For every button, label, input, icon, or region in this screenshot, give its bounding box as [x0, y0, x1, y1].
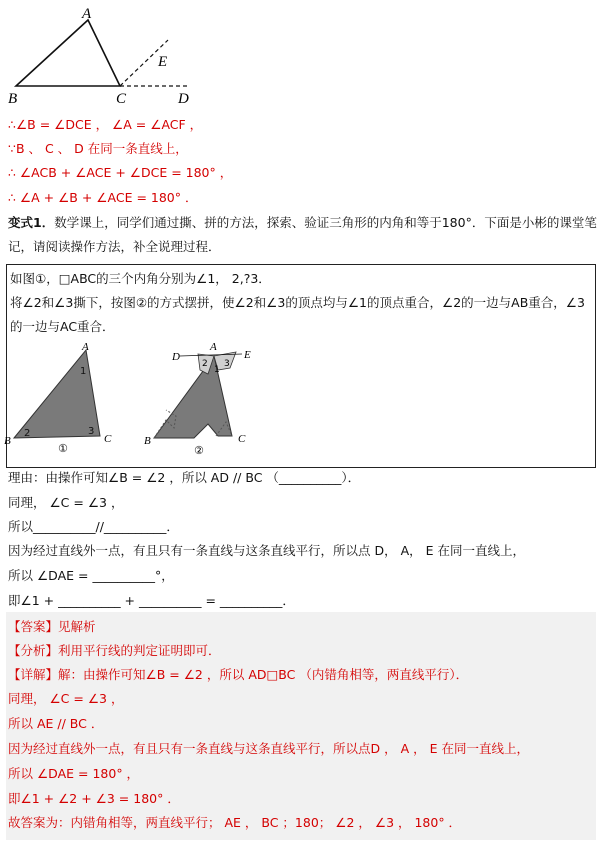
answer-text: 见解析 — [58, 619, 96, 634]
fig1-triangle — [14, 350, 100, 438]
answer-line — [8, 616, 96, 638]
reason-line-4: 因为经过直线外一点，有且只有一条直线与这条直线平行，所以点 D， A， E 在同一直线上， — [8, 543, 525, 558]
box-figures — [4, 340, 274, 460]
fig2-label-d: D — [172, 351, 180, 363]
answer-line-1: 同理， ∠C = ∠3 ， — [8, 691, 124, 706]
proof-line-4: ∴ ∠A + ∠B + ∠ACE = 180° ． — [8, 190, 198, 205]
top-triangle-figure — [8, 6, 208, 116]
fig1-label-c: C — [104, 433, 112, 445]
reason-line-2: 同理， ∠C = ∠3 ， — [8, 495, 124, 510]
triangle-abc — [16, 20, 120, 86]
answer-line-4: 所以 ∠DAE = 180° ， — [8, 766, 140, 781]
fig1-label-b: B — [4, 435, 11, 447]
answer-line-2: 所以 AE // BC ． — [8, 716, 104, 731]
box-line-1: 如图①，□ABC的三个内角分别为∠1， 2,?3． — [10, 271, 271, 286]
proof-line-3: ∴ ∠ACB + ∠ACE + ∠DCE = 180° ， — [8, 165, 233, 180]
detail-line — [8, 664, 468, 686]
fig1-angle-1: 1 — [80, 366, 87, 377]
analysis-line — [8, 640, 221, 662]
detail-tag: 【详解】 — [8, 667, 59, 682]
fig1-caption: ① — [58, 442, 68, 455]
fig2-label-c: C — [238, 433, 246, 445]
label-c: C — [116, 91, 127, 107]
label-b: B — [8, 91, 18, 107]
label-a: A — [82, 6, 92, 22]
fig2-label-e: E — [244, 349, 251, 361]
answer-line-6: 故答案为：内错角相等，两直线平行； AE ， BC ；180； ∠2 ， ∠3 ， 180° ． — [8, 815, 462, 830]
reason-line-6: 即∠1 + __________ + __________ = __________． — [8, 593, 295, 608]
answer-line-3: 因为经过直线外一点，有且只有一条直线与这条直线平行，所以点D ， A ， E 在同一直线上， — [8, 741, 529, 756]
detail-text: 解：由操作可知∠B = ∠2 ，所以 AD□BC （内错角相等，两直线平行）． — [58, 667, 469, 682]
box-line-3: 的一边与AC重合． — [10, 319, 115, 334]
fig2-label-b: B — [144, 435, 151, 447]
variant-text-1: 数学课上，同学们通过撕、拼的方法，探索、验证三角形的内角和等于180°．下面是小彬的课堂笔 — [54, 215, 597, 230]
label-e: E — [158, 54, 168, 70]
proof-line-1: ∴∠B = ∠DCE ， ∠A = ∠ACF ， — [8, 117, 203, 132]
fig2-label-a: A — [210, 341, 217, 353]
reason-line-5: 所以 ∠DAE = __________°， — [8, 568, 174, 583]
answer-line-5: 即∠1 + ∠2 + ∠3 = 180° ． — [8, 791, 180, 806]
variant-line-1 — [8, 212, 597, 234]
reason-line-3: 所以__________//__________． — [8, 519, 179, 534]
fig1-angle-2: 2 — [24, 428, 31, 439]
reason-line-1: 理由：由操作可知∠B = ∠2 ，所以 AD // BC （__________）． — [8, 470, 361, 485]
fig2-angle-1: 1 — [214, 365, 220, 375]
fig2-caption: ② — [194, 444, 204, 457]
variant-text-2: 记，请阅读操作方法，补全说理过程． — [8, 239, 221, 254]
fig2-angle-2: 2 — [202, 359, 208, 369]
answer-tag: 【答案】 — [8, 619, 59, 634]
analysis-text: 利用平行线的判定证明即可． — [58, 643, 221, 658]
analysis-tag: 【分析】 — [8, 643, 59, 658]
box-line-2: 将∠2和∠3撕下，按图②的方式摆拼，使∠2和∠3的顶点均与∠1的顶点重合，∠2的一边与AB重合，∠3 — [10, 295, 585, 310]
fig1-angle-3: 3 — [88, 426, 95, 437]
fig1-label-a: A — [82, 341, 89, 353]
proof-line-2: ∵B 、 C 、 D 在同一条直线上， — [8, 141, 188, 156]
label-d: D — [178, 91, 189, 107]
variant-title: 变式1． — [8, 215, 55, 230]
fig2-angle-3: 3 — [224, 359, 230, 369]
